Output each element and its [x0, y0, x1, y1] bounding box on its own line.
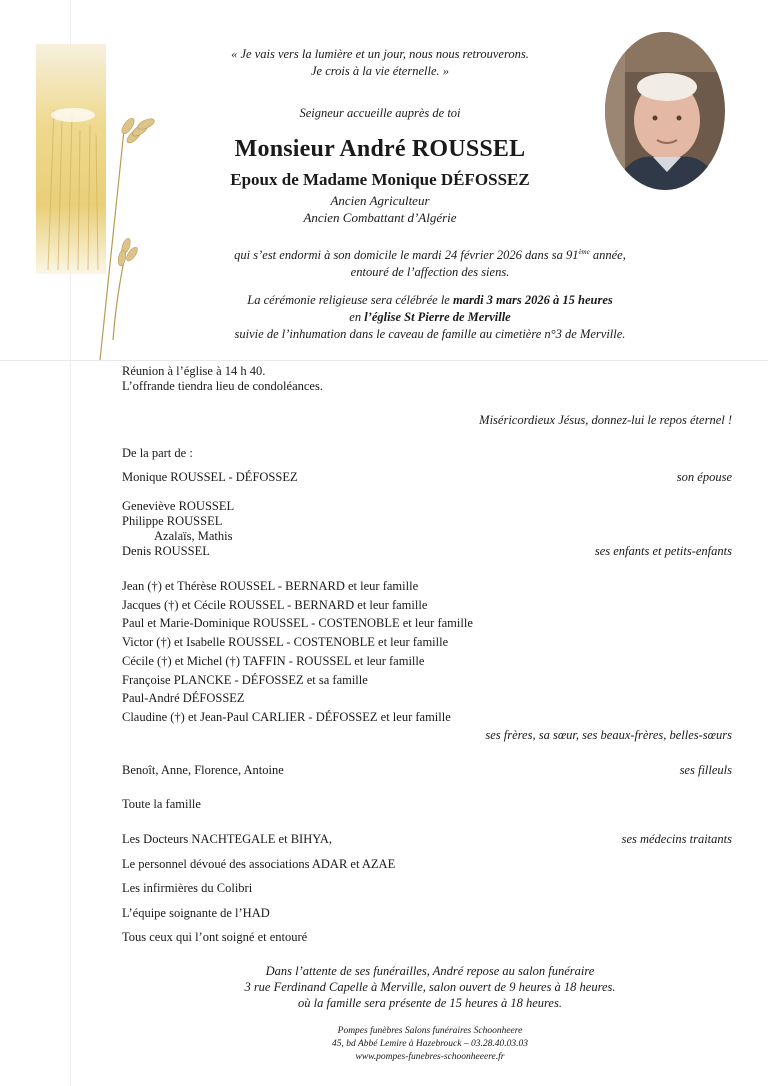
- ceremony-line1-a: La cérémonie religieuse sera célébrée le: [247, 293, 453, 307]
- grandchildren: Azalaïs, Mathis: [154, 529, 233, 543]
- care-line-2: Les infirmières du Colibri: [122, 881, 253, 895]
- children-role: ses enfants et petits-enfants: [594, 544, 732, 558]
- funeral-home-footer: [200, 1025, 660, 1064]
- footer-line-1: Pompes funèbres Salons funéraires Schoonheere: [337, 1026, 523, 1036]
- siblings-role: ses frères, sa sœur, ses beaux-frères, belles-sœurs: [485, 728, 732, 742]
- wife-role: son épouse: [676, 470, 732, 484]
- wife-name: Monique ROUSSEL - DÉFOSSEZ: [122, 470, 298, 484]
- godchildren-role: ses filleuls: [679, 763, 732, 777]
- sibling-6: Françoise PLANCKE - DÉFOSSEZ et sa famille: [122, 672, 368, 687]
- care-line-4: Tous ceux qui l’ont soigné et entouré: [122, 930, 308, 944]
- quote: [170, 46, 590, 80]
- child-1: Geneviève ROUSSEL: [122, 499, 235, 513]
- death-announcement: [150, 244, 710, 281]
- sibling-8: Claudine (†) et Jean-Paul CARLIER - DÉFOSSEZ et leur famille: [122, 709, 451, 724]
- footer-line-2: 45, bd Abbé Lemire à Hazebrouck – 03.28.40.03.03: [332, 1039, 528, 1049]
- occupation-2: Ancien Combattant d’Algérie: [303, 210, 457, 225]
- doctors-names: Les Docteurs NACHTEGALE et BIHYA,: [122, 832, 333, 846]
- wheat-illustration: [28, 40, 158, 370]
- deceased-name: Monsieur André ROUSSEL: [234, 136, 526, 162]
- portrait-photo: [605, 32, 725, 190]
- quote-line-2: Je crois à la vie éternelle. »: [310, 64, 450, 78]
- gathering-line-1: Réunion à l’église à 14 h 40.: [122, 364, 266, 378]
- closing-line-3: où la famille sera présente de 15 heures à 18 heures.: [298, 996, 562, 1010]
- ceremony-place: l’église St Pierre de Merville: [364, 310, 511, 324]
- care-line-3: L’équipe soignante de l’HAD: [122, 906, 270, 920]
- child-2: Philippe ROUSSEL: [122, 514, 223, 528]
- from-label: De la part de :: [122, 446, 193, 460]
- prayer-line: Miséricordieux Jésus, donnez-lui le repos éternel !: [479, 413, 732, 427]
- closing-info: [150, 963, 710, 1011]
- child-3: Denis ROUSSEL: [122, 544, 210, 558]
- sibling-5: Cécile (†) et Michel (†) TAFFIN - ROUSSEL et leur famille: [122, 653, 425, 668]
- siblings-list: [122, 577, 473, 727]
- godchildren-names: Benoît, Anne, Florence, Antoine: [122, 763, 284, 777]
- occupation-1: Ancien Agriculteur: [330, 193, 430, 208]
- sibling-7: Paul-André DÉFOSSEZ: [122, 691, 245, 706]
- sibling-3: Paul et Marie-Dominique ROUSSEL - COSTENOBLE et leur famille: [122, 616, 473, 631]
- closing-line-1: Dans l’attente de ses funérailles, André repose au salon funéraire: [265, 964, 595, 978]
- spouse-line: Epoux de Madame Monique DÉFOSSEZ: [230, 170, 530, 189]
- whole-family: Toute la famille: [122, 797, 201, 811]
- gathering-info: [122, 364, 323, 394]
- quote-line-1: « Je vais vers la lumière et un jour, nous nous retrouverons.: [231, 47, 529, 61]
- care-line-1: Le personnel dévoué des associations ADAR et AZAE: [122, 857, 396, 871]
- footer-website: www.pompes-funebres-schoonheeere.fr: [355, 1052, 505, 1062]
- ceremony-info: [150, 292, 710, 343]
- closing-line-2: 3 rue Ferdinand Capelle à Merville, salon ouvert de 9 heures à 18 heures.: [244, 980, 616, 994]
- children-list: [122, 499, 234, 559]
- doctors-role: ses médecins traitants: [621, 832, 732, 846]
- ceremony-line-3: suivie de l’inhumation dans le caveau de famille au cimetière n°3 de Merville.: [234, 327, 626, 341]
- death-text-b: année,: [589, 248, 626, 263]
- sibling-4: Victor (†) et Isabelle ROUSSEL - COSTENOBLE et leur famille: [122, 635, 449, 650]
- ceremony-date: mardi 3 mars 2026 à 15 heures: [452, 293, 613, 307]
- sibling-2: Jacques (†) et Cécile ROUSSEL - BERNARD et leur famille: [122, 597, 428, 612]
- death-ordinal: ème: [578, 248, 590, 256]
- sibling-1: Jean (†) et Thérèse ROUSSEL - BERNARD et leur famille: [122, 579, 419, 593]
- ceremony-line2-a: en: [349, 310, 365, 324]
- gathering-line-2: L’offrande tiendra lieu de condoléances.: [122, 379, 323, 393]
- death-line-2: entouré de l’affection des siens.: [350, 265, 510, 280]
- death-text-a: qui s’est endormi à son domicile le mardi 24 février 2026 dans sa 91: [234, 248, 579, 263]
- welcome-line: Seigneur accueille auprès de toi: [299, 106, 461, 120]
